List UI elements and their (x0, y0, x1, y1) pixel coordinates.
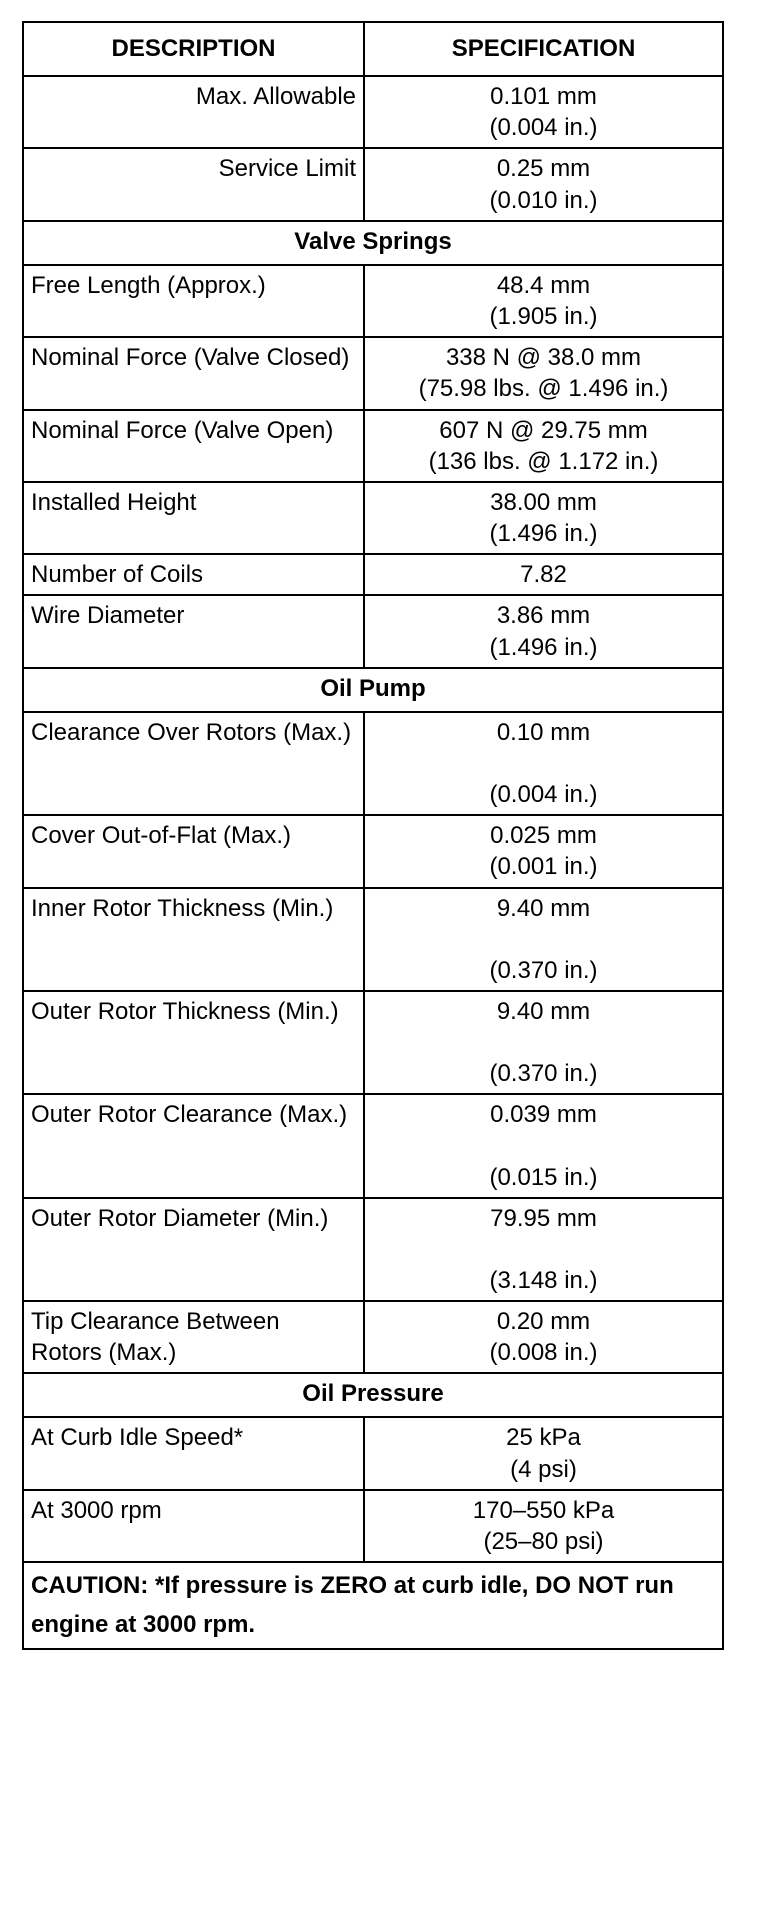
spec-imperial: (1.496 in.) (489, 633, 598, 661)
table-row (23, 148, 723, 220)
row-description: Nominal Force (Valve Open) (23, 410, 364, 482)
row-spec (364, 482, 723, 554)
header-description: DESCRIPTION (23, 22, 364, 76)
row-spec (364, 888, 723, 991)
table-row (23, 991, 723, 1094)
spec-metric: 0.039 mm (490, 1101, 597, 1129)
spec-metric: 0.101 mm (490, 83, 597, 110)
spec-metric: 9.40 mm (496, 894, 591, 922)
row-spec (364, 76, 723, 148)
section-title: Oil Pump (23, 668, 723, 712)
row-description: Outer Rotor Diameter (Min.) (23, 1198, 364, 1301)
row-spec (364, 554, 723, 595)
table-row (23, 265, 723, 337)
table-row (23, 337, 723, 409)
spec-imperial: (1.496 in.) (489, 520, 598, 548)
row-spec (364, 712, 723, 815)
spec-imperial: (0.004 in.) (489, 781, 598, 808)
row-spec (364, 1490, 723, 1562)
table-row (23, 1094, 723, 1197)
spec-metric: 0.10 mm (496, 718, 591, 746)
row-description: Number of Coils (23, 554, 364, 595)
row-description: At Curb Idle Speed* (23, 1417, 364, 1489)
spec-imperial: (75.98 lbs. @ 1.496 in.) (418, 375, 669, 403)
row-description: Installed Height (23, 482, 364, 554)
table-row (23, 712, 723, 815)
row-spec (364, 595, 723, 667)
spacer (372, 1131, 715, 1162)
table-row (23, 1301, 723, 1373)
spec-imperial: (0.370 in.) (489, 1060, 598, 1088)
row-description: Max. Allowable (23, 76, 364, 148)
table-row (23, 554, 723, 595)
table-row (23, 815, 723, 887)
row-description: Outer Rotor Thickness (Min.) (23, 991, 364, 1094)
row-spec (364, 991, 723, 1094)
table-row (23, 595, 723, 667)
row-description: Clearance Over Rotors (Max.) (23, 712, 364, 815)
spec-metric: 0.20 mm (496, 1308, 591, 1336)
spacer (372, 1027, 715, 1058)
section-title: Valve Springs (23, 221, 723, 265)
row-spec (364, 815, 723, 887)
spacer (372, 748, 715, 779)
row-description: Tip Clearance Between Rotors (Max.) (23, 1301, 364, 1373)
spec-metric: 0.25 mm (496, 155, 591, 183)
spec-imperial: (0.001 in.) (489, 853, 598, 881)
spec-imperial: (25–80 psi) (483, 1528, 604, 1555)
spec-metric: 79.95 mm (490, 1204, 597, 1232)
spec-table (22, 21, 724, 1650)
row-spec (364, 265, 723, 337)
row-spec (364, 1094, 723, 1197)
table-row (23, 1490, 723, 1562)
spec-metric: 7.82 (520, 561, 567, 589)
spec-imperial: (0.008 in.) (489, 1339, 598, 1367)
caution-note: CAUTION: *If pressure is ZERO at curb idle, DO NOT run engine at 3000 rpm. (23, 1562, 723, 1649)
row-spec (364, 1198, 723, 1301)
row-description: Cover Out-of-Flat (Max.) (23, 815, 364, 887)
spec-imperial: (0.370 in.) (489, 956, 598, 984)
section-row (23, 1373, 723, 1417)
table-row (23, 1417, 723, 1489)
section-row (23, 221, 723, 265)
table-row (23, 1198, 723, 1301)
spec-metric: 9.40 mm (496, 997, 591, 1025)
spec-metric: 338 N @ 38.0 mm (445, 344, 642, 372)
section-row (23, 668, 723, 712)
spec-imperial: (1.905 in.) (489, 302, 598, 330)
spacer (372, 924, 715, 955)
section-title: Oil Pressure (23, 1373, 723, 1417)
table-row (23, 410, 723, 482)
spec-metric: 48.4 mm (496, 271, 591, 299)
spec-metric: 607 N @ 29.75 mm (439, 416, 648, 444)
row-description: Nominal Force (Valve Closed) (23, 337, 364, 409)
spec-imperial: (0.015 in.) (489, 1163, 598, 1191)
spec-metric: 170–550 kPa (472, 1496, 615, 1524)
spec-metric: 38.00 mm (490, 488, 597, 516)
table-row (23, 76, 723, 148)
table-row (23, 482, 723, 554)
spec-imperial: (0.010 in.) (489, 186, 598, 214)
row-description: At 3000 rpm (23, 1490, 364, 1562)
spacer (372, 1234, 715, 1265)
table-row (23, 888, 723, 991)
header-specification: SPECIFICATION (364, 22, 723, 76)
row-spec (364, 1301, 723, 1373)
header-row (23, 22, 723, 76)
spec-metric: 3.86 mm (496, 602, 591, 630)
row-spec (364, 337, 723, 409)
row-spec (364, 1417, 723, 1489)
row-spec (364, 410, 723, 482)
spec-imperial: (0.004 in.) (489, 114, 598, 142)
row-description: Wire Diameter (23, 595, 364, 667)
spec-imperial: (3.148 in.) (489, 1266, 598, 1294)
row-spec (364, 148, 723, 220)
spec-imperial: (4 psi) (510, 1455, 577, 1483)
caution-row (23, 1562, 723, 1649)
row-description: Service Limit (23, 148, 364, 220)
row-description: Outer Rotor Clearance (Max.) (23, 1094, 364, 1197)
spec-imperial: (136 lbs. @ 1.172 in.) (428, 447, 659, 475)
spec-metric: 25 kPa (506, 1424, 581, 1452)
row-description: Inner Rotor Thickness (Min.) (23, 888, 364, 991)
row-description: Free Length (Approx.) (23, 265, 364, 337)
spec-metric: 0.025 mm (490, 822, 597, 850)
